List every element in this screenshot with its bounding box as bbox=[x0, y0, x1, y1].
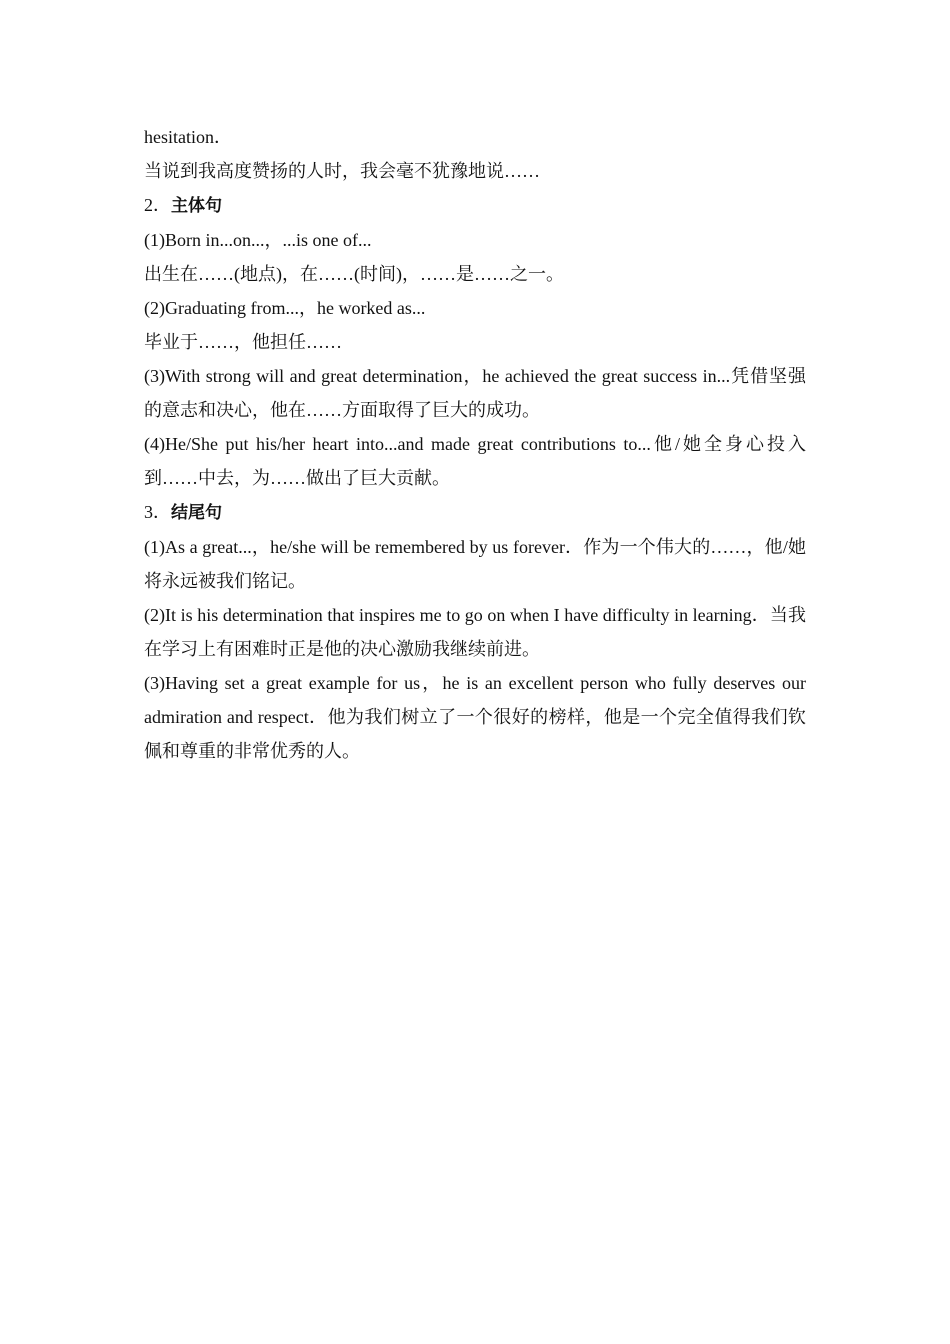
section-2-item-1: (1)Born in...on...，...is one of... bbox=[144, 230, 372, 250]
section-2-item-4: 毕业于……，他担任…… bbox=[144, 332, 342, 352]
section-2-number: 2． bbox=[144, 195, 171, 215]
intro-line-1: hesitation． bbox=[144, 127, 232, 147]
section-2-item-3: (2)Graduating from...，he worked as... bbox=[144, 298, 426, 318]
section-3-title: 结尾句 bbox=[171, 503, 222, 523]
section-2-item-2: 出生在……(地点)，在……(时间)，……是……之一。 bbox=[144, 264, 564, 284]
section-2-title: 主体句 bbox=[171, 196, 222, 216]
section-3-item-3: (3)Having set a great example for us，he is an excellent person who fully deserves our admiration and respect．他为我们树立了一个很好的榜样，他是一个完全值得我们钦佩和尊重的非常优秀的人。 bbox=[144, 673, 806, 761]
section-2-item-5: (3)With strong will and great determination，he achieved the great success in...凭借坚强的意志和决心，他在……方面取得了巨大的成功。 bbox=[144, 366, 806, 420]
section-2-item-6: (4)He/She put his/her heart into...and made great contributions to...他/她全身心投入到……中去，为……做出了巨大贡献。 bbox=[144, 434, 806, 488]
intro-line-2: 当说到我高度赞扬的人时，我会毫不犹豫地说…… bbox=[144, 161, 540, 181]
section-3-item-1: (1)As a great...，he/she will be remembered by us forever．作为一个伟大的……，他/她将永远被我们铭记。 bbox=[144, 537, 806, 591]
section-3-number: 3． bbox=[144, 502, 171, 522]
section-2-heading bbox=[144, 188, 806, 223]
section-3-item-2: (2)It is his determination that inspires me to go on when I have difficulty in learning．当我在学习上有困难时正是他的决心激励我继续前进。 bbox=[144, 605, 806, 659]
document-body bbox=[144, 120, 806, 768]
section-3-heading bbox=[144, 495, 806, 530]
